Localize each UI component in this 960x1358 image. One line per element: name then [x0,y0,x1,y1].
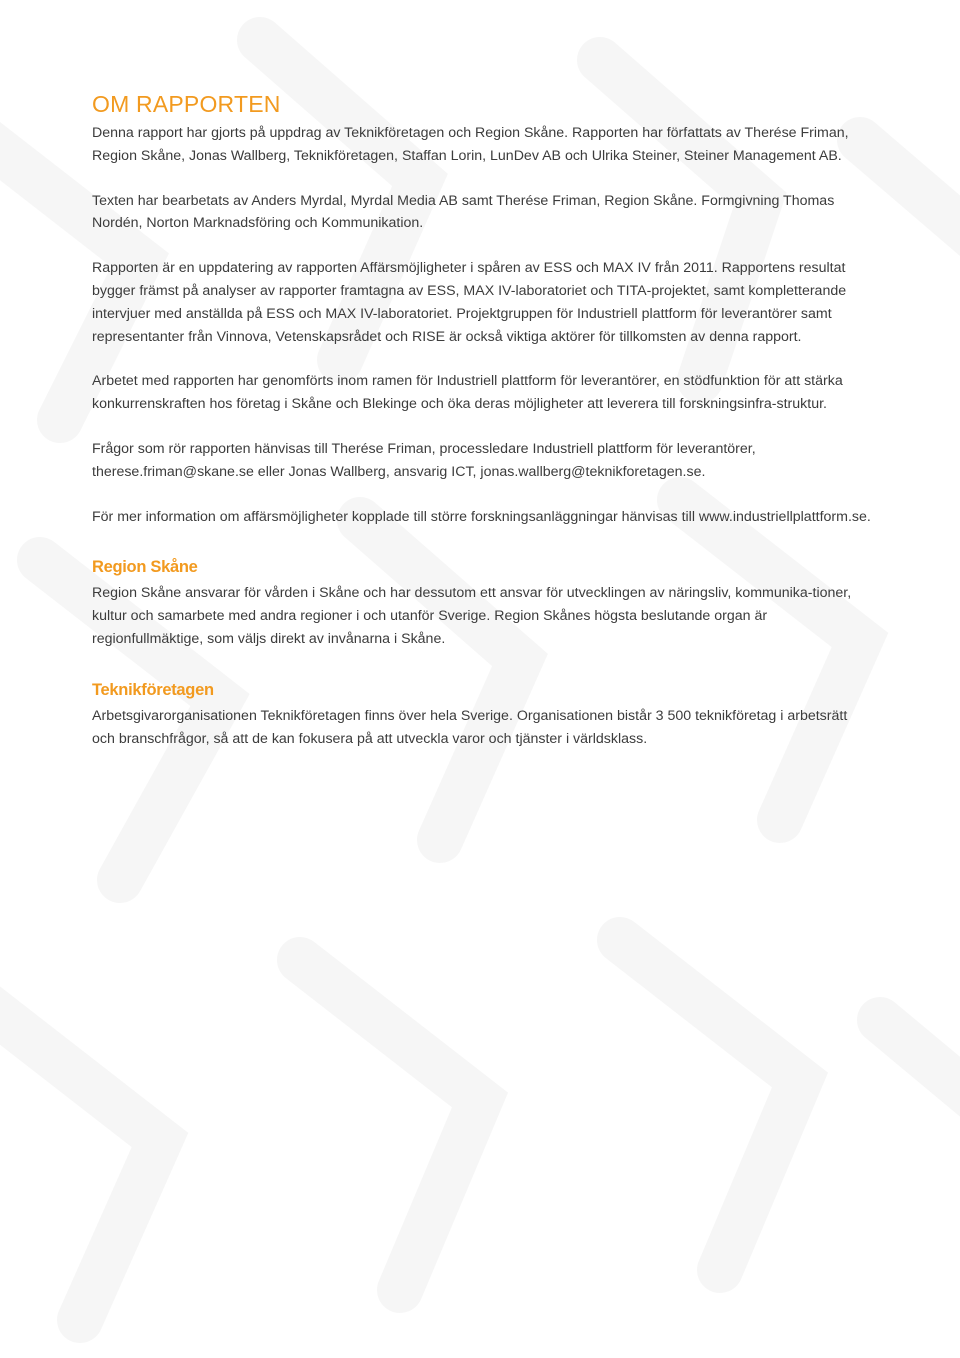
page-title: OM RAPPORTEN [92,91,281,117]
paragraph-work: Arbetet med rapporten har genomförts inom ramen för Industriell plattform för leverantörer, en stödfunktion för att stärka konkurrenskraften hos företag i Skåne och Blekinge och öka deras möjligheter att leverera till forskningsinfra-struktur. [92,373,843,413]
section-text-teknikforetagen: Arbetsgivarorganisationen Teknikföretagen finns över hela Sverige. Organisationen bistår 3 500 teknikföretag i arbetsrätt och branschfrågor, så att de kan fokusera på att utveckla varor och tjänster i världsklass. [92,707,848,747]
section-heading-region-skane: Region Skåne [92,558,198,577]
section-text-region-skane: Region Skåne ansvarar för vården i Skåne och har dessutom ett ansvar för utvecklingen av näringsliv, kommunika-tioner, kultur och samarbete med andra regioner i och utanför Sverige. Region Skånes högsta beslutande organ är regionfullmäktige, som väljs direkt av invånarna i Skåne. [92,585,852,647]
paragraph-contact: Frågor som rör rapporten hänvisas till Therése Friman, processledare Industriell plattform för leverantörer, therese.friman@skane.se eller Jonas Wallberg, ansvarig ICT, jonas.wallberg@teknikforetagen.se. [92,440,756,480]
paragraph-authors: Denna rapport har gjorts på uppdrag av Teknikföretagen och Region Skåne. Rapporten har författats av Therése Friman, Region Skåne, Jonas Wallberg, Teknikföretagen, Staffan Lorin, LunDev AB och Ulrika Steiner, Steiner Management AB. [92,125,849,164]
paragraph-editing: Texten har bearbetats av Anders Myrdal, Myrdal Media AB samt Therése Friman, Region Skåne. Formgivning Thomas Nordén, Norton Marknadsföring och Kommunikation. [92,192,835,232]
paragraph-more-info: För mer information om affärsmöjligheter kopplade till större forskningsanläggningar hänvisas till www.industriellplattform.se. [92,508,871,525]
paragraph-update: Rapporten är en uppdatering av rapporten Affärsmöjligheter i spåren av ESS och MAX IV från 2011. Rapportens resultat bygger främst på analyser av rapporter framtagna av ESS, MAX IV-laboratoriet och TITA-projektet, samt kompletterande intervjuer med anställda på ESS och MAX IV-laboratoriet. Projektgruppen för Industriell plattform för leverantörer samt representanter från Vinnova, Vetenskapsrådet och RISE är också viktiga aktörer för tillkomsten av denna rapport. [92,260,847,345]
section-heading-teknikforetagen: Teknikföretagen [92,680,214,699]
document-page [92,88,872,772]
